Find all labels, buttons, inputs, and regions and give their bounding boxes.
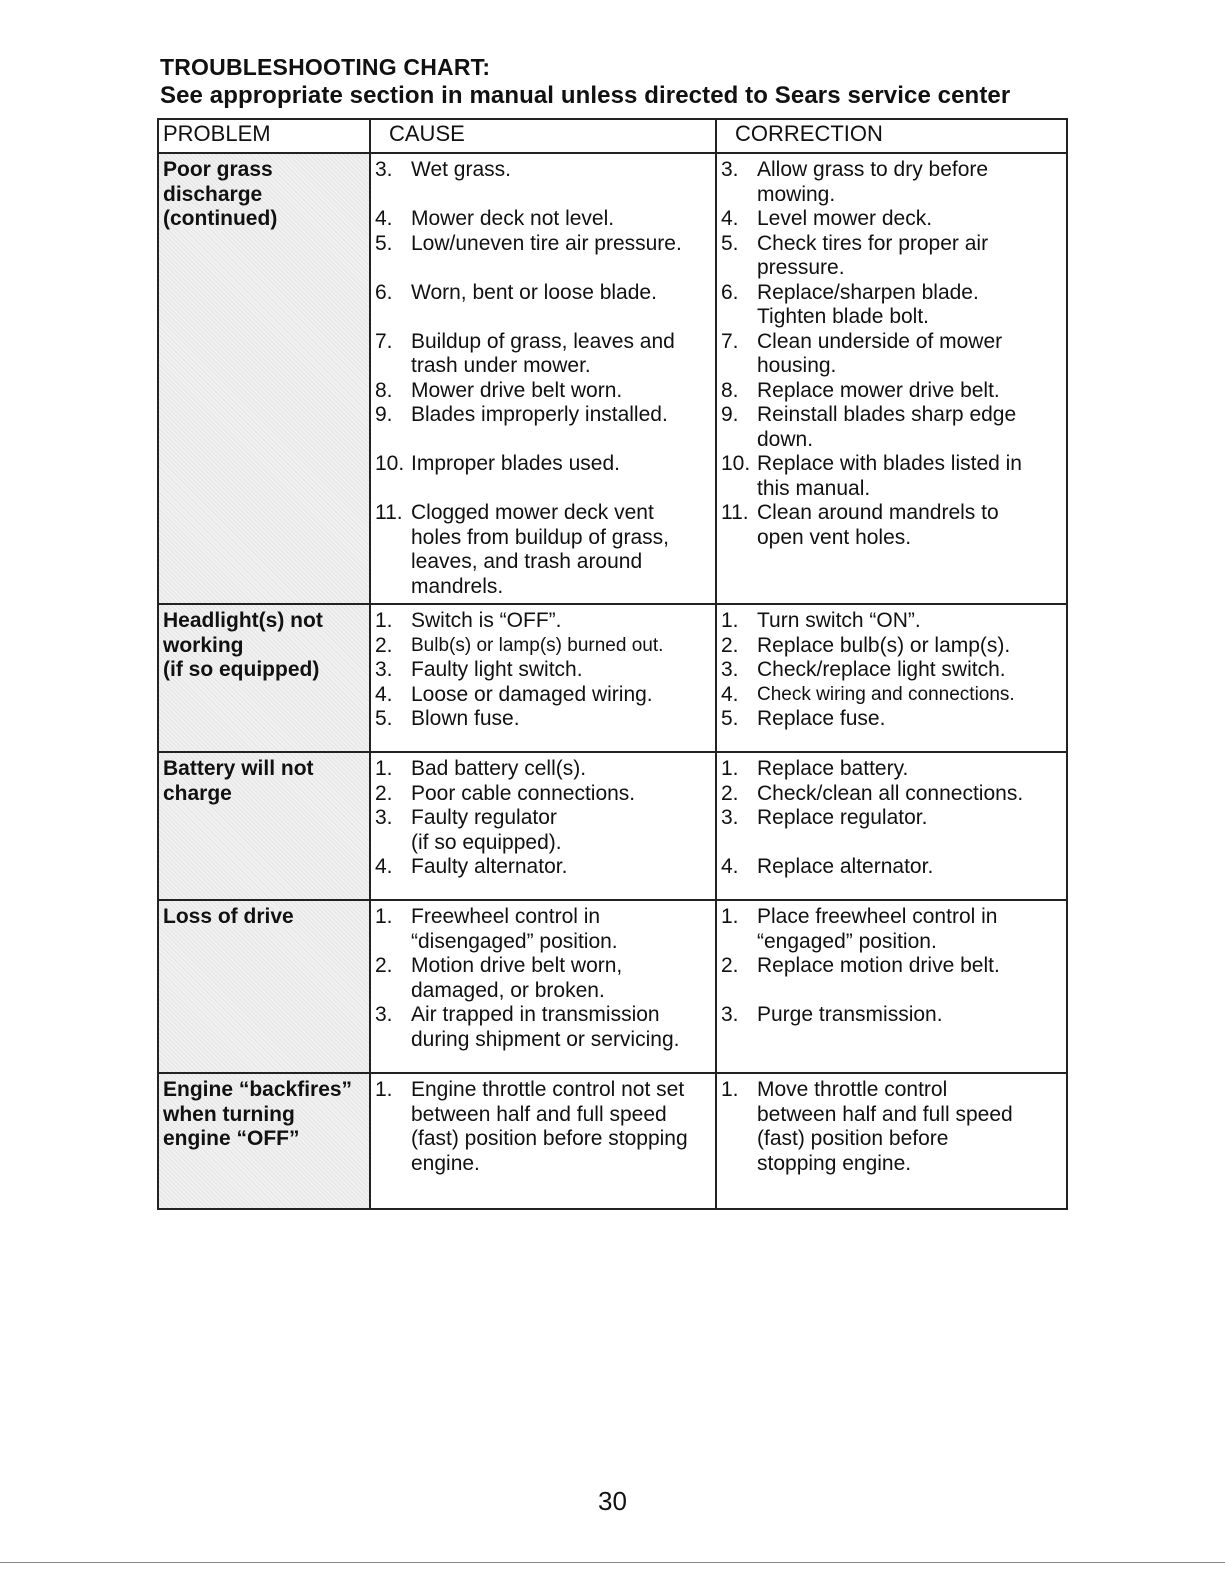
correction-number: 7. [721, 329, 739, 353]
cause-text: Bad battery cell(s). [411, 757, 587, 780]
cause-text: Poor cable connections. [411, 781, 636, 805]
correction-item [721, 782, 1065, 807]
correction-number: 4. [721, 682, 739, 706]
cause-item [375, 954, 715, 1003]
cause-number: 4. [375, 682, 393, 706]
cause-item [375, 379, 715, 404]
cause-number: 2. [375, 633, 393, 657]
cause-item [375, 158, 715, 183]
correction-number: 3. [721, 1003, 739, 1026]
correction-item [721, 232, 1065, 281]
problem-text: Headlight(s) not working (if so equipped) [163, 609, 323, 681]
cause-item [375, 609, 715, 634]
correction-text: Replace fuse. [757, 707, 886, 730]
cause-text: Blades improperly installed. [411, 403, 668, 426]
cause-item [375, 683, 715, 708]
correction-item [721, 281, 1065, 330]
problem-text: Loss of drive [163, 905, 294, 928]
correction-number: 11. [721, 501, 749, 524]
cause-item [375, 1078, 715, 1176]
correction-number: 4. [721, 855, 739, 878]
cause-text: Faulty regulator (if so equipped). [411, 806, 562, 854]
cause-text: Faulty alternator. [411, 855, 568, 878]
correction-text: Reinstall blades sharp edge down. [757, 403, 1017, 451]
correction-number: 3. [721, 806, 739, 829]
correction-item [721, 501, 1065, 550]
cause-item [375, 757, 715, 782]
cause-text: Wet grass. [411, 158, 511, 181]
table-header-row [159, 120, 1066, 154]
cause-text: Freewheel control in “disengaged” position. [411, 905, 618, 953]
cause-item [375, 232, 715, 257]
correction-text: Replace regulator. [757, 806, 928, 829]
cause-cell [375, 1078, 715, 1176]
correction-text: Replace/sharpen blade. Tighten blade bolt. [757, 280, 979, 328]
correction-text: Replace with blades listed in this manual. [757, 452, 1022, 500]
correction-number: 5. [721, 707, 739, 730]
cause-text: Worn, bent or loose blade. [411, 280, 657, 304]
correction-cell [721, 158, 1065, 550]
correction-text: Check tires for proper air pressure. [757, 231, 989, 279]
cause-text: Faulty light switch. [411, 658, 583, 681]
correction-number: 8. [721, 378, 739, 402]
cause-item [375, 905, 715, 954]
cause-number: 6. [375, 280, 393, 304]
correction-item [721, 707, 1065, 732]
cause-item [375, 1003, 715, 1052]
correction-text: Clean underside of mower housing. [757, 329, 1003, 377]
correction-text: Turn switch “ON”. [757, 609, 921, 632]
cause-number: 7. [375, 329, 393, 353]
cause-cell [375, 757, 715, 880]
correction-cell [721, 609, 1065, 732]
correction-number: 9. [721, 403, 739, 426]
problem-cell [159, 605, 369, 751]
cause-item [375, 782, 715, 807]
correction-text: Clean around mandrels to open vent holes. [757, 501, 999, 549]
cause-number: 1. [375, 609, 393, 632]
cause-item [375, 501, 715, 599]
correction-cell [721, 1078, 1065, 1176]
page-number: 30 [598, 1486, 627, 1516]
cause-number: 3. [375, 658, 393, 681]
correction-item [721, 403, 1065, 452]
correction-text: Purge transmission. [757, 1003, 943, 1026]
cause-number: 3. [375, 806, 393, 829]
cause-item [375, 403, 715, 428]
correction-text: Move throttle control between half and full speed (fast) position before stopping engine. [757, 1078, 1013, 1175]
problem-cell [159, 1074, 369, 1208]
table-row [159, 154, 1066, 605]
column-divider [715, 120, 717, 1208]
cause-item [375, 707, 715, 732]
correction-item [721, 757, 1065, 782]
correction-number: 6. [721, 280, 739, 304]
table-row [159, 753, 1066, 901]
correction-cell [721, 757, 1065, 880]
bottom-rule [0, 1562, 1225, 1563]
cause-text: Loose or damaged wiring. [411, 682, 653, 706]
correction-number: 1. [721, 1078, 739, 1101]
header-problem: PROBLEM [163, 121, 271, 146]
cause-text: Low/uneven tire air pressure. [411, 231, 682, 255]
correction-item [721, 658, 1065, 683]
correction-number: 1. [721, 609, 739, 632]
correction-item [721, 634, 1065, 659]
correction-cell [721, 905, 1065, 1028]
problem-text: Battery will not charge [163, 757, 314, 805]
cause-number: 1. [375, 905, 393, 928]
correction-number: 2. [721, 781, 739, 805]
cause-number: 3. [375, 1003, 393, 1026]
cause-item [375, 658, 715, 683]
cause-number: 3. [375, 158, 393, 181]
correction-number: 1. [721, 905, 739, 928]
problem-cell [159, 901, 369, 1072]
problem-text: Poor grass discharge (continued) [163, 158, 278, 230]
cause-text: Air trapped in transmission during shipment or servicing. [411, 1003, 680, 1051]
cause-text: Motion drive belt worn, damaged, or broken. [411, 954, 623, 1002]
cause-item [375, 281, 715, 306]
correction-text: Replace motion drive belt. [757, 954, 1000, 977]
correction-text: Check/clean all connections. [757, 781, 1024, 805]
correction-text: Replace bulb(s) or lamp(s). [757, 633, 1011, 657]
correction-number: 2. [721, 954, 739, 977]
cause-number: 4. [375, 855, 393, 878]
header-correction: CORRECTION [735, 121, 883, 146]
cause-number: 5. [375, 231, 393, 255]
correction-item [721, 905, 1065, 954]
correction-number: 3. [721, 158, 739, 181]
correction-text: Replace alternator. [757, 855, 934, 878]
correction-item [721, 158, 1065, 207]
cause-cell [375, 609, 715, 732]
cause-item [375, 855, 715, 880]
cause-number: 9. [375, 403, 393, 426]
correction-text: Replace battery. [757, 757, 909, 780]
cause-cell [375, 905, 715, 1052]
correction-item [721, 855, 1065, 880]
cause-number: 2. [375, 954, 393, 977]
cause-text: Mower drive belt worn. [411, 378, 623, 402]
cause-item [375, 806, 715, 855]
cause-text: Improper blades used. [411, 452, 620, 475]
cause-text: Blown fuse. [411, 707, 520, 730]
header-cause: CAUSE [389, 121, 465, 146]
correction-text: Level mower deck. [757, 207, 933, 230]
cause-item [375, 207, 715, 232]
correction-text: Place freewheel control in “engaged” position. [757, 905, 998, 953]
cause-number: 1. [375, 1078, 393, 1101]
chart-title: TROUBLESHOOTING CHART: [160, 54, 491, 80]
correction-number: 10. [721, 452, 751, 475]
correction-text: Check wiring and connections. [757, 683, 1015, 705]
correction-number: 2. [721, 633, 739, 657]
cause-item [375, 452, 715, 477]
troubleshooting-table [157, 118, 1068, 1210]
cause-cell [375, 158, 715, 599]
cause-text: Mower deck not level. [411, 207, 615, 230]
cause-item [375, 330, 715, 379]
table-row [159, 605, 1066, 753]
correction-number: 1. [721, 757, 739, 780]
table-row [159, 901, 1066, 1074]
correction-item [721, 806, 1065, 831]
column-divider [369, 120, 371, 1208]
correction-item [721, 379, 1065, 404]
cause-number: 10. [375, 452, 405, 475]
correction-text: Allow grass to dry before mowing. [757, 158, 989, 206]
cause-text: Engine throttle control not set between half and full speed (fast) position before stopping engine. [411, 1078, 688, 1175]
problem-text: Engine “backfires” when turning engine “OFF” [163, 1078, 353, 1150]
correction-item [721, 330, 1065, 379]
correction-item [721, 1078, 1065, 1176]
correction-item [721, 207, 1065, 232]
chart-subtitle: See appropriate section in manual unless directed to Sears service center [160, 82, 1011, 109]
cause-item [375, 634, 715, 659]
problem-cell [159, 753, 369, 899]
correction-number: 4. [721, 207, 739, 230]
cause-number: 4. [375, 207, 393, 230]
correction-text: Replace mower drive belt. [757, 378, 1000, 402]
table-row [159, 1074, 1066, 1208]
correction-item [721, 609, 1065, 634]
correction-item [721, 452, 1065, 501]
problem-cell [159, 154, 369, 603]
cause-number: 5. [375, 707, 393, 730]
correction-item [721, 1003, 1065, 1028]
correction-number: 5. [721, 231, 739, 255]
correction-item [721, 954, 1065, 979]
correction-item [721, 683, 1065, 708]
correction-text: Check/replace light switch. [757, 658, 1006, 681]
cause-number: 2. [375, 781, 393, 805]
cause-text: Bulb(s) or lamp(s) burned out. [411, 634, 664, 656]
correction-number: 3. [721, 658, 739, 681]
cause-text: Buildup of grass, leaves and trash under mower. [411, 329, 675, 377]
cause-number: 8. [375, 378, 393, 402]
cause-number: 1. [375, 757, 393, 780]
cause-number: 11. [375, 501, 403, 524]
cause-text: Clogged mower deck vent holes from buildup of grass, leaves, and trash around mandrels. [411, 501, 669, 598]
cause-text: Switch is “OFF”. [411, 609, 562, 632]
